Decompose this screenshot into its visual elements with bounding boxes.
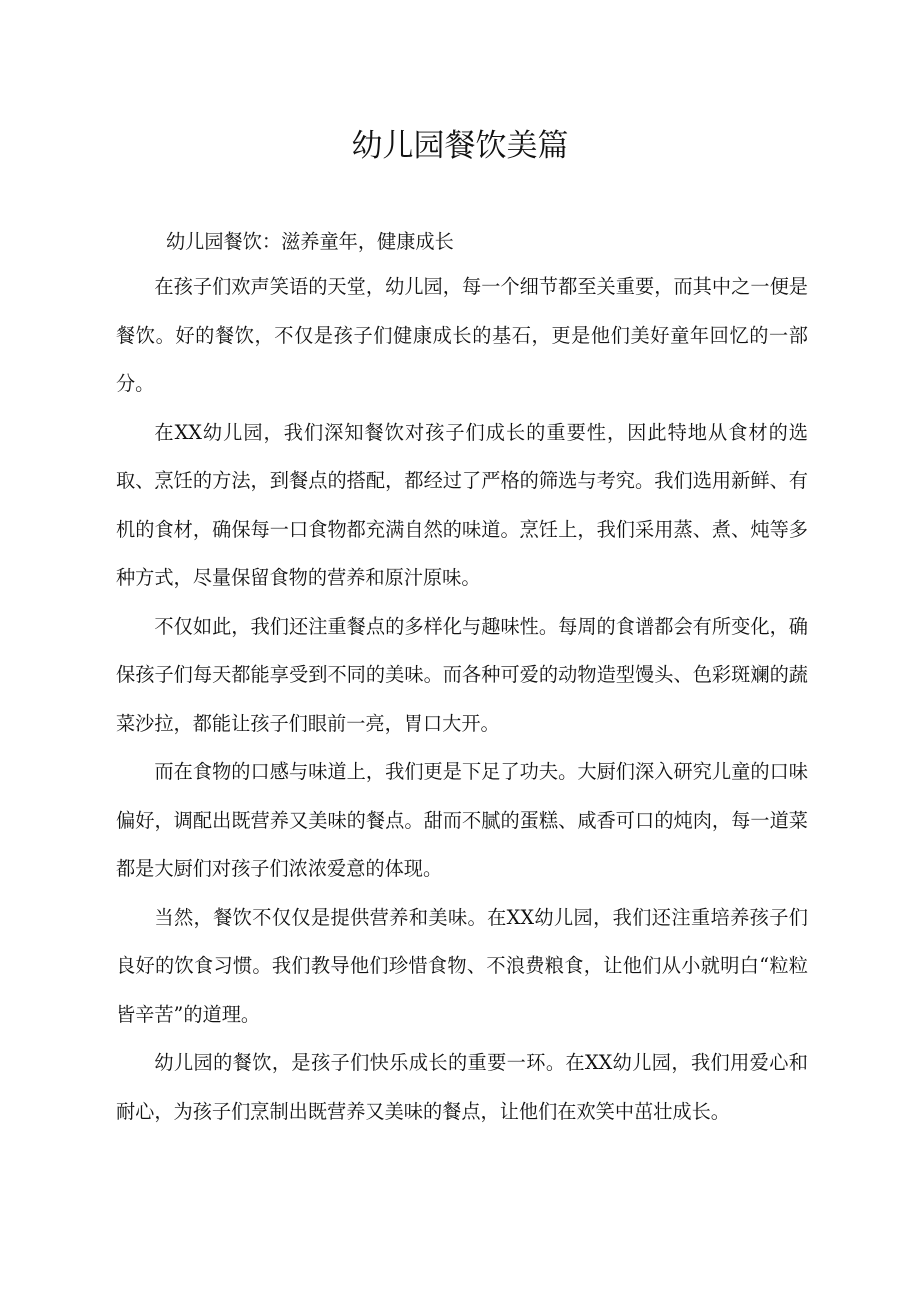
paragraph-4: 而在食物的口感与味道上，我们更是下足了功夫。大厨们深入研究儿童的口味偏好，调配出既营养又美味的餐点。甜而不腻的蛋糕、咸香可口的炖肉，每一道菜都是大厨们对孩子们浓浓爱意的体现。: [116, 760, 808, 880]
paragraph-5: 当然，餐饮不仅仅是提供营养和美味。在XX幼儿园，我们还注重培养孩子们良好的饮食习惯。我们教导他们珍惜食物、不浪费粮食，让他们从小就明白“粒粒皆辛苦”的道理。: [116, 905, 808, 1026]
document-body: [116, 220, 808, 1136]
paragraph-1: 在孩子们欢声笑语的天堂，幼儿园，每一个细节都至关重要，而其中之一便是餐饮。好的餐饮，不仅是孩子们健康成长的基石，更是他们美好童年回忆的一部分。: [116, 275, 808, 395]
paragraph-3: 不仅如此，我们还注重餐点的多样化与趣味性。每周的食谱都会有所变化，确保孩子们每天都能享受到不同的美味。而各种可爱的动物造型馒头、色彩斑斓的蔬菜沙拉，都能让孩子们眼前一亮，胃口大开。: [116, 614, 808, 735]
paragraph-2: 在XX幼儿园，我们深知餐饮对孩子们成长的重要性，因此特地从食材的选取、烹饪的方法，到餐点的搭配，都经过了严格的筛选与考究。我们选用新鲜、有机的食材，确保每一口食物都充满自然的味道。烹饪上，我们采用蒸、煮、炖等多种方式，尽量保留食物的营养和原汁原味。: [116, 420, 808, 589]
document-subtitle: 幼儿园餐饮：滋养童年，健康成长: [166, 230, 454, 253]
document-title: 幼儿园餐饮美篇: [351, 128, 569, 164]
paragraph-6: 幼儿园的餐饮，是孩子们快乐成长的重要一环。在XX幼儿园，我们用爱心和耐心，为孩子们烹制出既营养又美味的餐点，让他们在欢笑中茁壮成长。: [116, 1051, 808, 1123]
